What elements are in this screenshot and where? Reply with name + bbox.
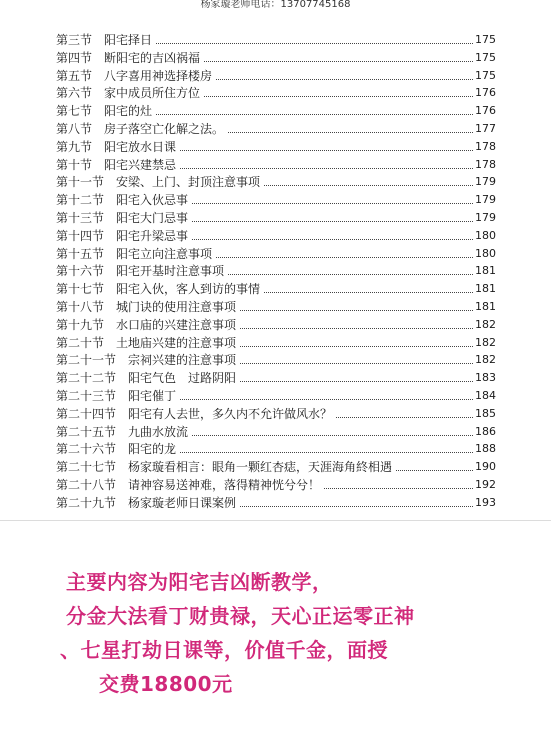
toc-entry-page: 182 xyxy=(475,335,496,349)
promo-line-3: 、七星打劫日课等，价值千金，面授 xyxy=(60,638,388,662)
toc-entry-page: 180 xyxy=(475,228,496,242)
toc-entry-page: 175 xyxy=(475,50,496,64)
toc-entry-page: 176 xyxy=(475,104,496,118)
toc-entry-page: 175 xyxy=(475,33,496,46)
promo-line-2: 分金大法看丁财贵禄，天心正运零正神 xyxy=(66,604,415,628)
toc-entry-title: 第四节 断阳宅的吉凶祸福 xyxy=(56,50,201,65)
toc-entry-title: 第二十节 土地庙兴建的注意事项 xyxy=(56,335,237,350)
toc-entry-title: 第十三节 阳宅大门忌事 xyxy=(56,211,189,225)
toc-entry-title: 第七节 阳宅的灶 xyxy=(56,104,153,119)
toc-entry-page: 178 xyxy=(475,157,496,171)
promo-line-4: 交费18800元 xyxy=(99,672,233,696)
toc-entry-title: 第二十五节 九曲水放流 xyxy=(56,424,189,439)
toc-entry-title: 第二十六节 阳宅的龙 xyxy=(56,442,177,457)
toc-entry-title: 第十节 阳宅兴建禁忌 xyxy=(56,157,177,172)
toc-entry-title: 第十八节 城门诀的使用注意事项 xyxy=(56,300,237,314)
promo-text xyxy=(60,565,546,701)
toc-entry-title: 第八节 房子落空亡化解之法。 xyxy=(56,122,225,136)
toc-entry-title: 第十一节 安梁、上门、封顶注意事项 xyxy=(56,175,261,190)
toc-entry-title: 第五节 八字喜用神选择楼房 xyxy=(56,68,213,83)
toc-entry-title: 第十六节 阳宅开基时注意事项 xyxy=(56,264,225,279)
toc-entry-page: 186 xyxy=(475,424,496,438)
toc-entry-page: 178 xyxy=(475,139,496,153)
toc-entry-title: 第三节 阳宅择日 xyxy=(56,33,153,47)
page-header-phone: 杨家璇老师电话：13707745168 xyxy=(200,0,351,10)
toc-entry-page: 193 xyxy=(475,495,496,509)
toc-entry-page: 192 xyxy=(475,478,496,491)
toc-entry-title: 第二十四节 阳宅有人去世，多久内不允许做风水？ xyxy=(56,406,333,421)
toc-entry-page: 181 xyxy=(475,300,496,313)
toc-entry-title: 第九节 阳宅放水日课 xyxy=(56,139,177,154)
toc-entry-title: 第二十三节 阳宅催丁 xyxy=(56,389,177,403)
toc-entry-page: 182 xyxy=(475,353,496,367)
toc-entry-page: 184 xyxy=(475,389,496,402)
toc-entry-page: 180 xyxy=(475,246,496,260)
toc-entry-title: 第二十二节 阳宅气色 过路阴阳 xyxy=(56,371,237,386)
toc-entry-title: 第二十一节 宗祠兴建的注意事项 xyxy=(56,353,237,368)
toc-entry-page: 179 xyxy=(475,193,496,207)
toc-entry-page: 188 xyxy=(475,442,496,456)
toc-entry-title: 第二十七节 杨家璇看相言：眼角一颗红杏痣，天涯海角終相遇 xyxy=(56,460,393,475)
toc-leader-dots xyxy=(240,506,473,507)
toc-entry-page: 185 xyxy=(475,406,496,420)
toc-entry-page: 177 xyxy=(475,122,496,135)
toc-entry-page: 181 xyxy=(475,264,496,278)
toc-entry-page: 175 xyxy=(475,68,496,82)
toc-entry-page: 176 xyxy=(475,86,496,100)
toc-entry-title: 第十二节 阳宅入伙忌事 xyxy=(56,193,189,208)
toc-entry-page: 181 xyxy=(475,282,496,296)
page-divider xyxy=(0,520,551,521)
toc-entry xyxy=(56,490,496,510)
toc-entry-page: 182 xyxy=(475,317,496,331)
toc-entry-page: 179 xyxy=(475,211,496,224)
toc-entry-title: 第二十八节 请神容易送神难，落得精神恍兮兮！ xyxy=(56,478,321,492)
toc-entry-title: 第十九节 水口庙的兴建注意事项 xyxy=(56,317,237,332)
toc-entry-page: 190 xyxy=(475,460,496,474)
toc-entry-page: 183 xyxy=(475,371,496,385)
toc-entry-title: 第十四节 阳宅升梁忌事 xyxy=(56,228,189,243)
toc-entry-title: 第十五节 阳宅立向注意事项 xyxy=(56,246,213,261)
toc-entry-title: 第二十九节 杨家璇老师日课案例 xyxy=(56,495,237,510)
toc-entry-page: 179 xyxy=(475,175,496,189)
toc-entry-title: 第十七节 阳宅入伙，客人到访的事情 xyxy=(56,282,261,297)
promo-line-1: 主要内容为阳宅吉凶断教学， xyxy=(66,570,333,594)
toc-entry-title: 第六节 家中成员所住方位 xyxy=(56,86,201,101)
